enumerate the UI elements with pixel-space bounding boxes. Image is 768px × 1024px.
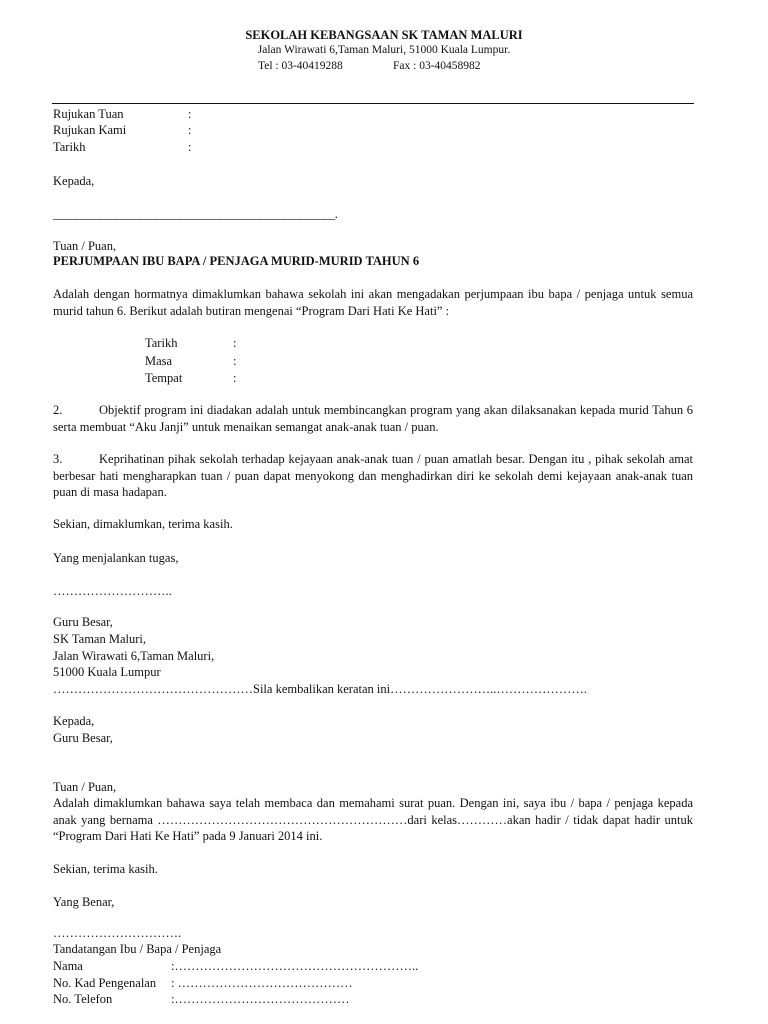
ref-row-kami: [53, 122, 126, 139]
detail-tempat: Tempat: [145, 371, 183, 385]
salutation: Tuan / Puan,: [53, 239, 117, 253]
closing: Sekian, dimaklumkan, terima kasih.: [53, 517, 233, 531]
signatory-line: 51000 Kuala Lumpur: [53, 665, 161, 679]
detail-masa: Masa: [145, 354, 173, 368]
reply-closing: Sekian, terima kasih.: [53, 862, 158, 876]
signature-dots: ………………………..: [53, 584, 172, 598]
paragraph-2-number: 2.: [53, 403, 63, 417]
paragraph-1: Adalah dengan hormatnya dimaklumkan bahawa sekolah ini akan mengadakan perjumpaan ibu bapa / penjaga untuk semua murid tahun 6. Berikut adalah butiran mengenai “Program Dari Hati Ke Hati” :: [53, 287, 693, 318]
ref-colon: :: [188, 107, 192, 121]
subject: PERJUMPAAN IBU BAPA / PENJAGA MURID-MURID TAHUN 6: [53, 254, 420, 268]
detail-colon: :: [233, 371, 237, 385]
detail-tarikh: Tarikh: [145, 336, 178, 350]
field-value-ic: : ……………………………………: [171, 976, 353, 990]
signatory-line: SK Taman Maluri,: [53, 632, 146, 646]
field-label-ic: No. Kad Pengenalan: [53, 976, 157, 990]
field-value-telefon: :……………………………………: [171, 992, 350, 1006]
reply-salutation: Tuan / Puan,: [53, 780, 117, 794]
reply-signature-dots: ………………………….: [53, 926, 182, 940]
header-divider: [52, 103, 694, 104]
paragraph-2: Objektif program ini diadakan adalah untuk membincangkan program yang akan dilaksanakan kepada murid Tahun 6 serta membuat “Aku Janji” untuk menaikan semangat anak-anak tuan / puan.: [53, 403, 693, 434]
ref-colon: :: [188, 123, 192, 137]
signatory-line: Guru Besar,: [53, 615, 113, 629]
cut-line: …………………………………………Sila kembalikan keratan ini……………………..………………….: [53, 682, 587, 696]
reply-yours: Yang Benar,: [53, 895, 115, 909]
field-value-nama: :…………………………………………………..: [171, 959, 419, 973]
reply-signature-label: Tandatangan Ibu / Bapa / Penjaga: [53, 942, 222, 956]
ref-label: Tarikh: [53, 140, 86, 154]
to-label: Kepada,: [53, 174, 95, 188]
detail-colon: :: [233, 336, 237, 350]
field-label-telefon: No. Telefon: [53, 992, 113, 1006]
paragraph-3: Keprihatinan pihak sekolah terhadap kejayaan anak-anak tuan / puan amatlah besar. Dengan itu , pihak sekolah amat berbesar hati mengharapkan tuan / puan dapat menyokong dan menghadirkan diri ke sekolah demi kejayaan anak-anak tuan puan di masa hadapan.: [53, 452, 693, 499]
ref-row-tarikh: [53, 139, 85, 156]
ref-label: Rujukan Kami: [53, 123, 127, 137]
detail-colon: :: [233, 354, 237, 368]
signatory-line: Jalan Wirawati 6,Taman Maluri,: [53, 649, 215, 663]
ref-label: Rujukan Tuan: [53, 107, 124, 121]
reply-body: Adalah dimaklumkan bahawa saya telah membaca dan memahami surat puan. Dengan ini, saya ibu / bapa / penjaga kepada anak yang bernama ……………………………………………………dari kelas…………akan hadir / tidak dapat hadir untuk “Program Dari Hati Ke Hati” pada 9 Januari 2014 ini.: [53, 796, 693, 843]
school-tel: Tel : 03-40419288: [258, 60, 343, 72]
address-line: _________________________________________________.: [53, 207, 338, 221]
field-label-nama: Nama: [53, 959, 83, 973]
school-name: SEKOLAH KEBANGSAAN SK TAMAN MALURI: [245, 28, 523, 42]
reply-to-recipient: Guru Besar,: [53, 731, 113, 745]
school-address: Jalan Wirawati 6,Taman Maluri, 51000 Kuala Lumpur.: [257, 44, 511, 56]
paragraph-3-number: 3.: [53, 452, 63, 466]
school-fax: Fax : 03-40458982: [393, 60, 481, 72]
ref-colon: :: [188, 140, 192, 154]
duty-line: Yang menjalankan tugas,: [53, 551, 179, 565]
reply-to-label: Kepada,: [53, 714, 95, 728]
ref-row-tuan: [53, 106, 124, 123]
